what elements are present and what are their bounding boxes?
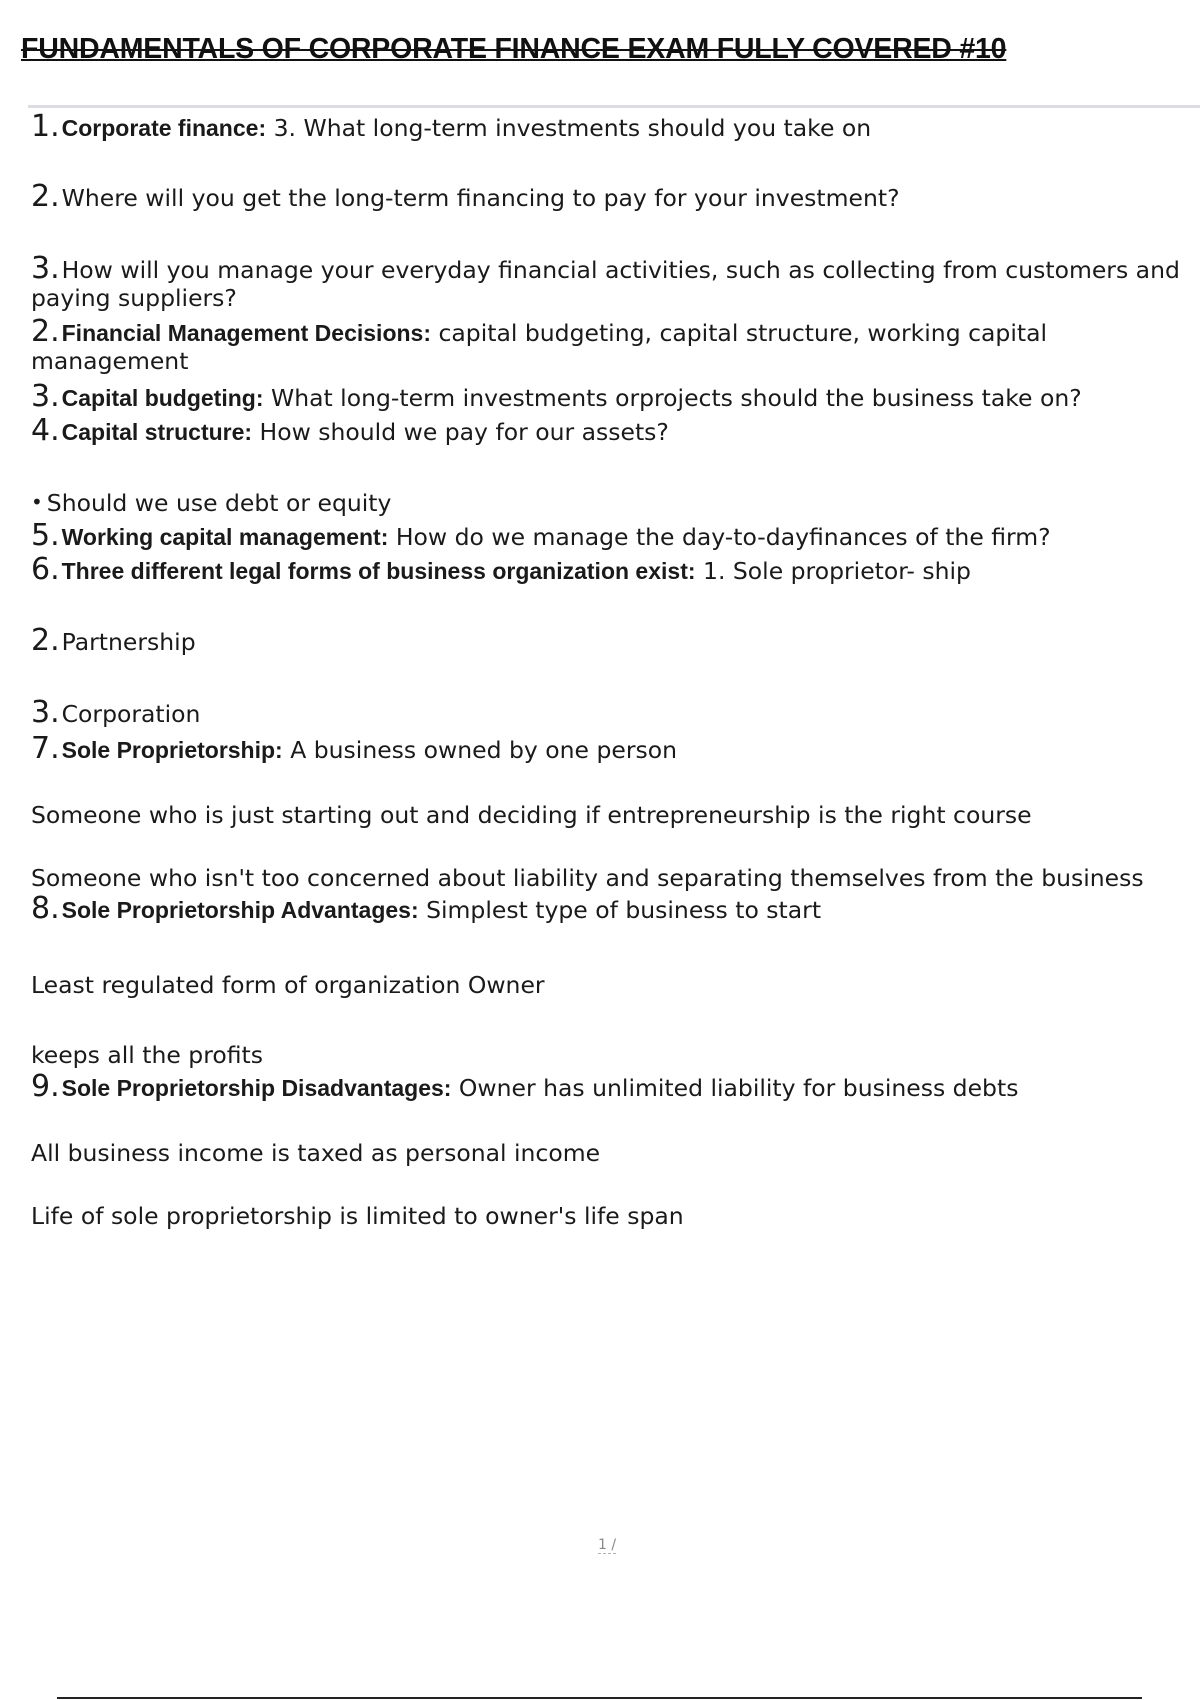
item-text: How do we manage the day-to-dayfinances of the firm? [388, 523, 1051, 551]
page-number: 1 / [598, 1537, 617, 1553]
item-text: Someone who is just starting out and deciding if entrepreneurship is the right course [31, 801, 1032, 829]
item-number: 3. [31, 251, 60, 286]
item-text: keeps all the profits [31, 1041, 263, 1069]
item-number: 3. [31, 379, 60, 414]
item-term: Capital structure: [61, 419, 253, 445]
item-number: 7. [31, 731, 60, 766]
item-text: 3. What long-term investments should you take on [266, 114, 872, 142]
bullet-icon: • [31, 490, 43, 514]
paragraph [31, 1041, 263, 1069]
item-text: Corporation [61, 700, 201, 728]
item-number: 3. [31, 695, 60, 730]
item-text: capital budgeting, capital structure, working capital management [31, 319, 1048, 375]
item-text: Where will you get the long-term financing to pay for your investment? [61, 184, 900, 212]
item-text: How should we pay for our assets? [252, 418, 669, 446]
item-text: What long-term investments orprojects should the business take on? [263, 384, 1082, 412]
item-text: Someone who isn't too concerned about liability and separating themselves from the business [31, 864, 1144, 892]
list-item [31, 518, 1051, 553]
item-text: All business income is taxed as personal income [31, 1139, 601, 1167]
item-number: 8. [31, 891, 60, 926]
document-title: FUNDAMENTALS OF CORPORATE FINANCE EXAM FULLY COVERED #10 [21, 33, 1007, 65]
item-number: 9. [31, 1069, 60, 1104]
item-text: Simplest type of business to start [418, 896, 822, 924]
item-term: Sole Proprietorship Disadvantages: [61, 1075, 452, 1101]
list-item [31, 413, 669, 448]
list-item [31, 731, 678, 766]
paragraph [31, 1202, 684, 1230]
list-item [31, 179, 900, 214]
list-item [31, 314, 1181, 375]
list-item [31, 891, 822, 926]
list-item [31, 1069, 1019, 1104]
item-term: Capital budgeting: [61, 385, 264, 411]
item-number: 4. [31, 413, 60, 448]
item-text: Least regulated form of organization Owner [31, 971, 545, 999]
title-divider [28, 105, 1200, 108]
item-term: Working capital management: [61, 524, 389, 550]
item-text: Should we use debt or equity [46, 489, 392, 517]
item-text: Owner has unlimited liability for business debts [451, 1074, 1019, 1102]
item-text: How will you manage your everyday financial activities, such as collecting from customers and paying suppliers? [31, 256, 1180, 312]
list-item [31, 623, 196, 658]
item-term: Corporate finance: [61, 115, 267, 141]
item-term: Financial Management Decisions: [61, 320, 431, 346]
list-item [31, 695, 201, 730]
item-text: Partnership [61, 628, 196, 656]
item-number: 5. [31, 518, 60, 553]
list-item [31, 379, 1082, 414]
paragraph [31, 801, 1032, 829]
paragraph [31, 864, 1144, 892]
paragraph [31, 1139, 600, 1167]
paragraph [31, 971, 545, 999]
item-term: Sole Proprietorship Advantages: [61, 897, 419, 923]
bullet-item [31, 489, 391, 518]
item-number: 2. [31, 623, 60, 658]
list-item [31, 552, 971, 587]
item-number: 2. [31, 314, 60, 349]
item-number: 1. [31, 109, 60, 144]
item-number: 2. [31, 179, 60, 214]
item-term: Sole Proprietorship: [61, 737, 283, 763]
list-item [31, 109, 872, 144]
list-item [31, 251, 1181, 312]
footer-divider [57, 1697, 1142, 1699]
item-text: Life of sole proprietorship is limited to owner's life span [31, 1202, 684, 1230]
item-text: A business owned by one person [282, 736, 678, 764]
item-term: Three different legal forms of business organization exist: [61, 558, 696, 584]
item-text: 1. Sole proprietor- ship [695, 557, 971, 585]
item-number: 6. [31, 552, 60, 587]
